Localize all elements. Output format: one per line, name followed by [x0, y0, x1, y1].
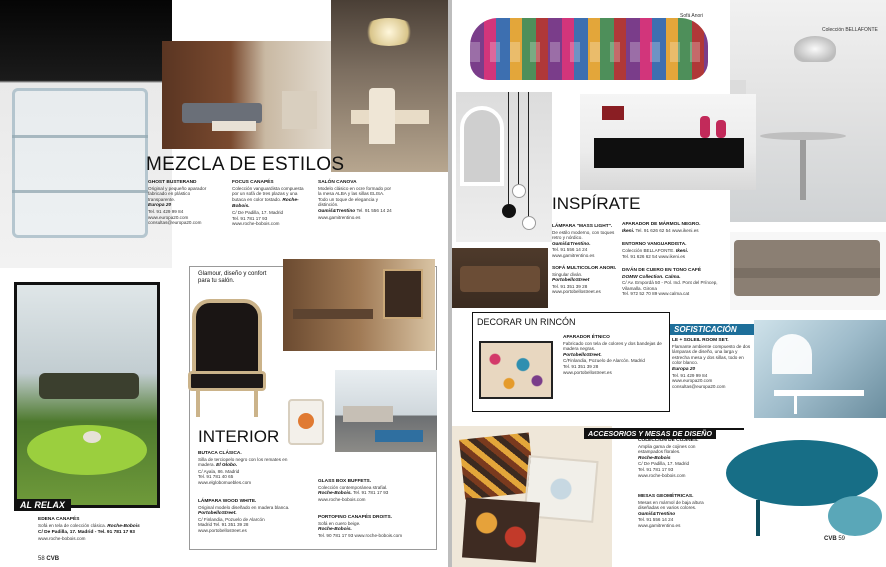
photo-soleil-room [754, 320, 886, 418]
photo-aparador-etnico [477, 331, 557, 407]
sofisticacion-item: LE + SOLEIL ROOM SET. Flamante ambiente compuesto de dos lámparas de diseño, una larga y estrecha mesa y dos sillas, todo en color blanco. Europa 20 Tel. 91 429 99 84 www.europa20.com consultas@europa20.com [672, 338, 751, 389]
section-heading-inspirate: INSPÍRATE [552, 194, 641, 213]
interior-box [189, 266, 437, 550]
product-salon-canova: SALÓN CANOVA Modelo clásico en ocre formado por la mesa ALBA y las sillas ELISA. Todo un toque de elegancia y distinción. Gamiš&Trentino Tel. 91 556 14 24 www.gamitrentino.es [318, 180, 392, 220]
page-number-left: 58 [38, 556, 45, 562]
interior-item-butaca: BUTACA CLÁSICA. Silla de terciopelo negro con los remates en madera. El Globo. C/ Ayala, 86. Madrid Tel. 91 781 40 65 www.elglobomuebles.com [198, 451, 288, 485]
inspirate-item-mass-light: LÁMPARA "MASS LIGHT". De estilo moderno, con toques retro y nórdico. Gamiš&Trentino. Tel. 91 556 14 24 www.gamitrentino.es [552, 224, 615, 258]
photo-ghost-buster [0, 0, 172, 268]
inspirate-item-divan: DIVÁN DE CUERO EN TONO CAFÉ DOMW Collection. Calma. C/ Av. Empordà 50 - Pol. Ind. Pont del Príncep, Vilamalla. Girona Tel. 972 52 70 89 www.calma.cat [622, 268, 718, 297]
right-page [452, 0, 886, 567]
page-number-right: 59 [838, 536, 846, 542]
caption-sofa-anori: Sofá Anori [680, 13, 704, 19]
section-heading-interior: INTERIOR [198, 427, 280, 446]
photo-cojines [452, 426, 612, 567]
rincon-item: APARADOR ÉTNICO Fabricado con tela de colores y dos bandejas de madera negras. PortobelloStreet. C/Finlandia, Pozuelo de Alarcón. Madrid Tel. 91 351 39 28 www.portobellostreet.es [563, 335, 662, 375]
page-brand-right: CVB [824, 536, 837, 542]
interior-item-portofino: PORTOFINO CANAPÉS DROITS. Sofá en cuero beige. Roche-Bobois. Tel. 90 781 17 93 www.roche-bobois.com [318, 515, 403, 538]
inspirate-item-anori: SOFÁ MULTICOLOR ANORI. Singular diván. PortobelloStreet Tel. 91 351 39 28 www.portobellostreet.es [552, 266, 617, 295]
photo-sofa-beige [730, 232, 886, 310]
photo-lampara-wood [283, 259, 435, 351]
interior-intro: Glamour, diseño y confort para tu salón. [198, 271, 267, 284]
photo-focus-canapes [162, 41, 334, 149]
product-focus-canapes: FOCUS CANAPÉS Colección vanguardista compuesta por un sofá de tres plazas y una butaca en color tostado. Roche-Bobois. C/ De Padilla, 17. Madrid Tel. 91 781 17 93 www.roche-bobois.com [232, 180, 304, 227]
interior-item-lampara: LÁMPARA WOOD WHITE. Original modelo diseñado en madera blanca. PortobelloStreet. C/ Finlandia, Pozuelo de Alarcón Madrid Tel. 91 351 39 28 www.portobellostreet.es [198, 499, 290, 533]
page-footer-left [38, 556, 59, 562]
section-heading-mezcla: MEZCLA DE ESTILOS [146, 154, 345, 175]
product-ghost-buster: GHOST BUSTERAND Original y pequeño aparador fabricado en plástico transparente. Europa 20 Tel. 91 429 99 84 www.europa20.com consultas@europa20.com [148, 180, 207, 226]
relax-item-edena: EDENA CANAPÉS Sofá en tela de colección clásica. Roche-Bobois C/ De Padilla, 17. Madrid - Tel. 91 781 17 93 www.roche-bobois.com [38, 517, 140, 541]
page-brand-left: CVB [46, 556, 60, 562]
photo-portofino [284, 385, 330, 451]
inspirate-item-entorno: ENTORNO VANGUARDISTA. Colección BELLAFONTE. Ikeni. Tel. 91 626 62 54 www.ikeni.es [622, 242, 689, 260]
page-footer-right [824, 536, 845, 542]
inspirate-item-aparador: APARADOR DE MÁRMOL NEGRO. Ikeni. Tel. 91 626 62 54 www.ikeni.es [622, 222, 701, 234]
photo-sofa-anori [462, 8, 716, 92]
label-sofisticacion: SOFISTICACIÓN [670, 324, 754, 335]
photo-edena-canapes [14, 282, 160, 508]
photo-mesas-geometricas [716, 430, 886, 550]
photo-aparador-marmol [580, 94, 756, 190]
rincon-box [472, 312, 670, 412]
photo-divan-cuero [452, 248, 548, 308]
accesorios-item-cojines: COLECCIÓN DE COJINES. Amplia gama de cojines con estampados florales. Roche-Bobois C/ De Padilla, 17. Madrid Tel. 91 781 17 93 www.roche-bobois.com [638, 438, 699, 478]
photo-salon-canova [331, 0, 448, 172]
label-al-relax: AL RELAX [14, 499, 71, 511]
label-accesorios: ACCESORIOS Y MESAS DE DISEÑO [584, 428, 744, 439]
photo-glass-box [335, 370, 437, 452]
accesorios-item-mesas: MESAS GEOMÉTRICAS. Mesas en mármol de baja altura diseñadas en varios colores. Gamiš&Trentino Tel. 91 556 14 24 www.gamitrentino.es [638, 494, 704, 528]
caption-bellafonte: Colección BELLAFONTE [822, 27, 878, 33]
photo-butaca-clasica [174, 291, 274, 421]
section-heading-rincon: DECORAR UN RINCÓN [477, 317, 576, 327]
photo-mass-light [456, 92, 552, 242]
interior-item-glass-box: GLASS BOX BUFFETS. Colección contemporánea strafial. Roche-Bobois. Tel. 91 781 17 93 www.roche-bobois.com [318, 479, 389, 502]
